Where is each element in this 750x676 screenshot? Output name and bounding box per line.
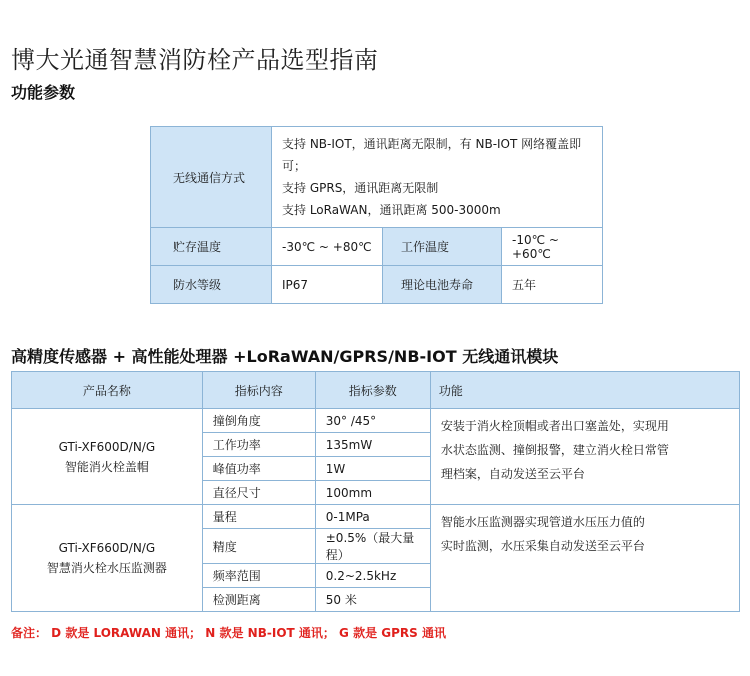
page-title: 博大光通智慧消防栓产品选型指南: [11, 46, 379, 74]
waterproof-label: 防水等级: [151, 266, 272, 304]
metric-label: 精度: [202, 529, 315, 564]
product-table-header: [12, 372, 740, 409]
product-name: 智慧消火栓水压监测器: [46, 561, 167, 575]
storage-temp-value: -30℃ ~ +80℃: [272, 228, 383, 266]
header-metric: 指标内容: [202, 372, 315, 409]
battery-label: 理论电池寿命: [383, 266, 502, 304]
storage-temp-label: 贮存温度: [151, 228, 272, 266]
function-line: 水状态监测、撞倒报警，建立消火栓日常管: [440, 443, 669, 457]
function-line: 安装于消火栓顶帽或者出口塞盖处，实现用: [440, 419, 669, 433]
product-name-cell: [12, 505, 203, 612]
product-heading: 高精度传感器 + 高性能处理器 +LoRaWAN/GPRS/NB-IOT 无线通讯模块: [11, 347, 559, 366]
metric-label: 工作功率: [202, 433, 315, 457]
table-row: [12, 505, 740, 529]
metric-label: 直径尺寸: [202, 481, 315, 505]
spec-table: [150, 126, 603, 304]
wireless-label: 无线通信方式: [151, 127, 272, 228]
product-model: GTi-XF600D/N/G: [58, 439, 156, 454]
metric-value: 100mm: [315, 481, 430, 505]
header-product-name: 产品名称: [12, 372, 203, 409]
header-function: 功能: [430, 372, 739, 409]
product-name: 智能消火栓盖帽: [64, 459, 149, 474]
product-function: [430, 409, 739, 505]
metric-value: 1W: [315, 457, 430, 481]
metric-value: 135mW: [315, 433, 430, 457]
product-function: [430, 505, 739, 612]
work-temp-value: -10℃ ~ +60℃: [502, 228, 603, 266]
metric-label: 检测距离: [202, 588, 315, 612]
spec-row-temperature: [151, 228, 603, 266]
product-model: GTi-XF660D/N/G: [58, 541, 156, 555]
battery-value: 五年: [502, 266, 603, 304]
product-name-cell: [12, 409, 203, 505]
metric-value: 0.2~2.5kHz: [315, 564, 430, 588]
header-param: 指标参数: [315, 372, 430, 409]
metric-value: 0-1MPa: [315, 505, 430, 529]
work-temp-label: 工作温度: [383, 228, 502, 266]
wireless-line-gprs: 支持 GPRS，通讯距离无限制: [282, 181, 439, 195]
metric-label: 撞倒角度: [202, 409, 315, 433]
metric-label: 峰值功率: [202, 457, 315, 481]
function-line: 实时监测，水压采集自动发送至云平台: [440, 539, 645, 553]
wireless-line-nbiot: 支持 NB-IOT，通讯距离无限制，有 NB-IOT 网络覆盖即可；: [282, 137, 582, 173]
wireless-value: [272, 127, 603, 228]
waterproof-value: IP67: [272, 266, 383, 304]
metric-value: 30° /45°: [315, 409, 430, 433]
spec-row-protection: [151, 266, 603, 304]
wireless-line-lorawan: 支持 LoRaWAN，通讯距离 500-3000m: [282, 203, 501, 217]
metric-value: ±0.5%（最大量程）: [315, 529, 430, 564]
product-table: [11, 371, 740, 612]
spec-row-wireless: [151, 127, 603, 228]
table-row: [12, 409, 740, 433]
metric-value: 50 米: [315, 588, 430, 612]
footnote: 备注： D 款是 LORAWAN 通讯； N 款是 NB-IOT 通讯； G 款是 GPRS 通讯: [11, 626, 446, 640]
section-title: 功能参数: [11, 83, 76, 102]
function-line: 理档案，自动发送至云平台: [440, 467, 585, 481]
metric-label: 频率范围: [202, 564, 315, 588]
function-line: 智能水压监测器实现管道水压压力值的: [440, 515, 645, 529]
metric-label: 量程: [202, 505, 315, 529]
